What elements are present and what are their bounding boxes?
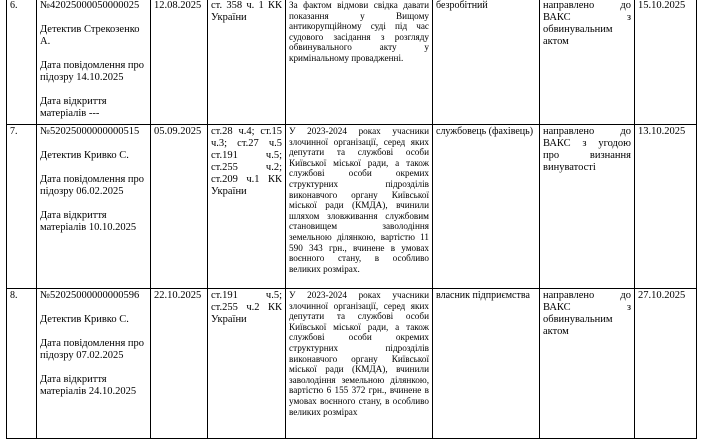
suspicion-date-label: Дата повідомлення про підозру 14.10.2025 [40, 60, 145, 83]
suspect-status: власник підприємства [433, 289, 540, 439]
proceeding-number: №42025000050000025 [40, 0, 140, 11]
disclosure-date-label: Дата відкриття матеріалів --- [40, 96, 107, 119]
criminal-code-article: ст.28 ч.4; ст.15 ч.3; ст.27 ч.5 ст.191 ч.5; ст.255 ч.2; ст.209 ч.1 КК України [208, 125, 286, 289]
detective-name: Детектив Стрекозенко А. [40, 24, 140, 47]
suspicion-date-label: Дата повідомлення про підозру 06.02.2025 [40, 174, 145, 197]
offense-description: У 2023-2024 роках учасники злочинної організації, серед яких депутати та службові особи Київської міської ради, а також службові особи окремих структурних підрозділів виконавчого органу Київської міської ради (КМДА), вчинили шляхом зловживання службовим становищем заволодіння земельною ділянкою, вартістю 11 590 343 грн., вчинене в умовах воєнного стану, в особливо великих розмірах. [286, 125, 433, 289]
offense-description: За фактом відмови свідка давати показання у Вищому антикорупційному суді під час судового засідання з розгляду обвинувального акту у кримінальному провадженні. [286, 0, 433, 125]
row-number: 7. [7, 125, 37, 289]
suspect-status: безробітний [433, 0, 540, 125]
criminal-code-article: ст.191 ч.5; ст.255 ч.2 КК України [208, 289, 286, 439]
completion-date: 27.10.2025 [635, 289, 697, 439]
proceeding-result: направлено до ВАКС з обвинувальним актом [540, 289, 635, 439]
detective-name: Детектив Кривко С. [40, 150, 129, 161]
proceeding-result: направлено до ВАКС з обвинувальним актом [540, 0, 635, 125]
proceeding-info-cell [37, 289, 151, 439]
disclosure-date-label: Дата відкриття матеріалів 24.10.2025 [40, 374, 137, 397]
table-row [7, 0, 697, 125]
proceeding-result: направлено до ВАКС з угодою про визнання винуватості [540, 125, 635, 289]
disclosure-date-label: Дата відкриття матеріалів 10.10.2025 [40, 210, 137, 233]
completion-date: 13.10.2025 [635, 125, 697, 289]
detective-name: Детектив Кривко С. [40, 314, 129, 325]
completion-date: 15.10.2025 [635, 0, 697, 125]
row-number: 8. [7, 289, 37, 439]
suspect-status: службовець (фахівець) [433, 125, 540, 289]
registration-date: 05.09.2025 [151, 125, 208, 289]
proceeding-number: №52025000000000596 [40, 290, 140, 301]
row-number: 6. [7, 0, 37, 125]
suspicion-date-label: Дата повідомлення про підозру 07.02.2025 [40, 338, 145, 361]
proceeding-info-cell [37, 0, 151, 125]
proceeding-number: №52025000000000515 [40, 126, 140, 137]
offense-description: У 2023-2024 роках учасники злочинної організації, серед яких депутати та службові особи Київської міської ради, а також службові особи окремих структурних підрозділів виконавчого органу Київської міської ради (КМДА), вчинили заволодіння земельною ділянкою, вартістю 6 155 372 грн., вчинене в умовах воєнного стану, в особливо великих розмірах [286, 289, 433, 439]
criminal-code-article: ст. 358 ч. 1 КК України [208, 0, 286, 125]
registration-date: 22.10.2025 [151, 289, 208, 439]
table-row [7, 289, 697, 439]
table-row [7, 125, 697, 289]
proceedings-table [6, 0, 697, 439]
registration-date: 12.08.2025 [151, 0, 208, 125]
proceeding-info-cell [37, 125, 151, 289]
